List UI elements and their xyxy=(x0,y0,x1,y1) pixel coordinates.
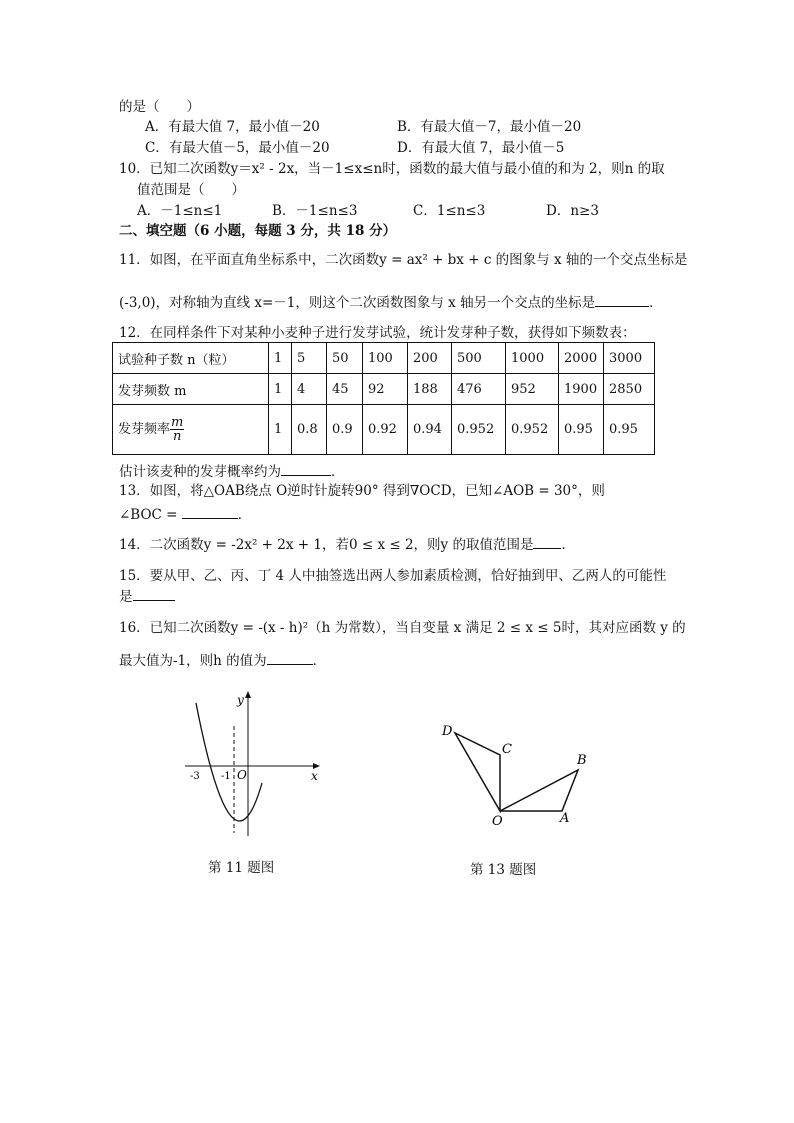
q14-stem xyxy=(119,535,575,554)
table-cell: 0.952 xyxy=(452,405,506,455)
q13-stem-line1: 13．如图，将△OAB绕点 O逆时针旋转90° 得到∇OCD，已知∠AOB = 30°，则 xyxy=(119,483,605,499)
table-cell: 0.952 xyxy=(506,405,559,455)
table-cell: 45 xyxy=(327,374,363,405)
section-heading: 二、填空题（6 小题，每题 3 分，共 18 分） xyxy=(119,223,397,239)
frequency-table xyxy=(112,342,655,455)
table-cell: 0.8 xyxy=(292,405,327,455)
q12-estimate-end: ． xyxy=(331,464,345,480)
q14-end: ． xyxy=(561,537,575,553)
figure-11-caption: 第 11 题图 xyxy=(208,860,275,876)
table-cell: 952 xyxy=(506,374,559,405)
table-cell: 2000 xyxy=(559,343,604,374)
table-cell: 4 xyxy=(292,374,327,405)
table-cell: 100 xyxy=(363,343,408,374)
vertex-label-c: C xyxy=(502,742,512,757)
tick-label-neg3: -3 xyxy=(190,771,200,782)
origin-label: O xyxy=(237,768,247,782)
q13-line2-end: ． xyxy=(237,507,252,523)
row-label-rate xyxy=(113,405,269,455)
table-cell: 188 xyxy=(408,374,452,405)
table-cell: 2850 xyxy=(604,374,655,405)
q16-stem-line2 xyxy=(119,651,326,670)
q10-option-d: D．n≥3 xyxy=(546,203,599,219)
table-cell: 0.9 xyxy=(327,405,363,455)
y-axis-arrow xyxy=(245,691,251,698)
figure-11-graph xyxy=(180,688,330,838)
q13-stem-line2 xyxy=(119,505,251,524)
fraction-numerator: m xyxy=(171,415,184,430)
table-cell: 476 xyxy=(452,374,506,405)
q15-answer-blank[interactable] xyxy=(133,587,175,601)
q14-text: 14．二次函数y = -2x² + 2x + 1，若0 ≤ x ≤ 2，则y 的取值范围是 xyxy=(119,537,534,553)
q11-line2-end: ． xyxy=(649,295,663,311)
table-row-rate xyxy=(113,405,655,455)
triangle-oab xyxy=(500,770,578,811)
table-cell: 1 xyxy=(269,343,292,374)
vertex-label-d: D xyxy=(442,724,453,739)
q10-stem-line2: 值范围是（ ） xyxy=(137,182,245,198)
table-cell: 5 xyxy=(292,343,327,374)
q9-option-a: A．有最大值 7，最小值－20 xyxy=(145,119,320,135)
row-label-rate-text: 发芽频率 xyxy=(118,422,171,437)
q16-line2-end: ． xyxy=(312,653,327,669)
table-cell: 1000 xyxy=(506,343,559,374)
triangle-ocd xyxy=(455,733,500,811)
table-cell: 0.95 xyxy=(559,405,604,455)
table-cell: 50 xyxy=(327,343,363,374)
q9-option-b: B．有最大值－7，最小值－20 xyxy=(397,119,582,135)
q9-tail: 的是（ ） xyxy=(119,99,200,115)
q10-option-c: C．1≤n≤3 xyxy=(413,203,486,219)
table-cell: 92 xyxy=(363,374,408,405)
table-cell: 1900 xyxy=(559,374,604,405)
q11-answer-blank[interactable] xyxy=(595,293,649,307)
q16-stem-line1: 16．已知二次函数y = -(x - h)²（h 为常数），当自变量 x 满足 2 ≤ x ≤ 5时，其对应函数 y 的 xyxy=(119,620,686,636)
q15-line2-text: 是 xyxy=(119,589,133,605)
q10-stem-line1: 10．已知二次函数y＝x² - 2x，当－1≤x≤n时，函数的最大值与最小值的和为 2，则n 的取 xyxy=(119,161,665,177)
q10-option-a: A．－1≤n≤1 xyxy=(137,203,223,219)
figure-13-diagram xyxy=(430,715,610,835)
q13-line2-text: ∠BOC = xyxy=(119,507,182,523)
q14-answer-blank[interactable] xyxy=(533,535,561,549)
fraction-m-over-n xyxy=(170,416,184,443)
q12-answer-blank[interactable] xyxy=(281,462,331,476)
q9-option-d: D．有最大值 7，最小值－5 xyxy=(397,140,565,156)
q11-stem-line1: 11．如图，在平面直角坐标系中，二次函数y = ax² + bx + c 的图象与 x 轴的一个交点坐标是 xyxy=(119,252,688,268)
table-cell: 1 xyxy=(269,405,292,455)
q9-option-c: C．有最大值－5，最小值－20 xyxy=(145,140,330,156)
table-cell: 1 xyxy=(269,374,292,405)
q11-stem-line2 xyxy=(119,293,663,312)
q12-estimate-line xyxy=(119,462,345,481)
table-cell: 3000 xyxy=(604,343,655,374)
q10-option-b: B．－1≤n≤3 xyxy=(272,203,358,219)
table-row-seeds xyxy=(113,343,655,374)
q12-estimate-text: 估计该麦种的发芽概率约为 xyxy=(119,464,281,480)
x-axis-label: x xyxy=(311,769,318,783)
row-label-seeds: 试验种子数 n（粒） xyxy=(113,343,269,374)
q16-line2-text: 最大值为-1，则h 的值为 xyxy=(119,653,267,669)
figure-13-caption: 第 13 题图 xyxy=(470,862,537,878)
table-cell: 0.94 xyxy=(408,405,452,455)
q12-intro: 12．在同样条件下对某种小麦种子进行发芽试验，统计发芽种子数，获得如下频数表： xyxy=(119,325,636,341)
vertex-label-o: O xyxy=(492,814,503,829)
q13-answer-blank[interactable] xyxy=(182,505,238,519)
q15-stem-line1: 15．要从甲、乙、丙、丁 4 人中抽签选出两人参加素质检测，恰好抽到甲、乙两人的可能性 xyxy=(119,568,667,584)
q16-answer-blank[interactable] xyxy=(267,651,313,665)
q11-line2-text: (-3,0)，对称轴为直线 x=－1，则这个二次函数图象与 x 轴另一个交点的坐标是 xyxy=(119,295,596,311)
y-axis-label: y xyxy=(237,693,244,707)
fraction-denominator: n xyxy=(172,429,182,444)
vertex-label-a: A xyxy=(560,811,570,826)
parabola-curve xyxy=(196,703,262,821)
tick-label-neg1: -1 xyxy=(221,771,231,782)
table-row-germinated xyxy=(113,374,655,405)
q15-stem-line2 xyxy=(119,587,175,606)
table-cell: 200 xyxy=(408,343,452,374)
table-cell: 0.95 xyxy=(604,405,655,455)
vertex-label-b: B xyxy=(577,753,587,768)
row-label-germinated: 发芽频数 m xyxy=(113,374,269,405)
table-cell: 500 xyxy=(452,343,506,374)
table-cell: 0.92 xyxy=(363,405,408,455)
